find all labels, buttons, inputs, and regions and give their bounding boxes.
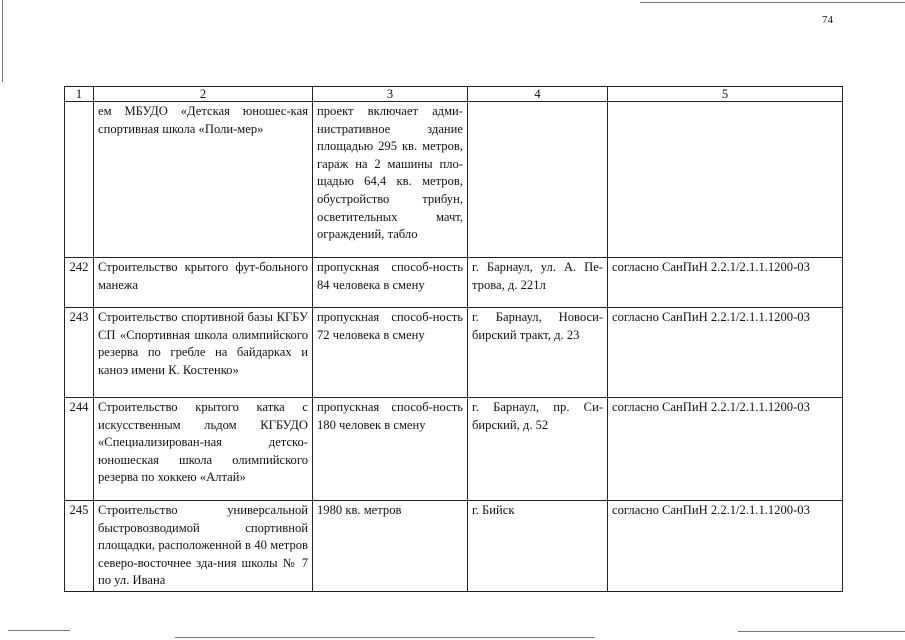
address: г. Бийск [468, 501, 608, 592]
row-number: 243 [65, 308, 94, 398]
requirements: согласно СанПиН 2.2.1/2.1.1.1200-03 [608, 501, 843, 592]
capacity: проект включает адми-нистративное здание площадью 295 кв. метров, гараж на 2 машины пло-щадью 64,4 кв. метров, обустройство трибун, осветительных мачт, ограждений, табло [313, 102, 468, 258]
scan-edge-line-top [640, 2, 905, 3]
page-number: 74 [822, 14, 833, 26]
scan-edge-line-left [2, 0, 3, 82]
row-number: 242 [65, 258, 94, 308]
requirements: согласно СанПиН 2.2.1/2.1.1.1200-03 [608, 398, 843, 501]
capacity: пропускная способ-ность 84 человека в смену [313, 258, 468, 308]
scan-edge-line-bottom-left [8, 630, 70, 631]
requirements: согласно СанПиН 2.2.1/2.1.1.1200-03 [608, 258, 843, 308]
scan-edge-line-bottom-right [738, 631, 905, 632]
header-row [65, 87, 843, 102]
object-name: ем МБУДО «Детская юношес-кая спортивная школа «Поли-мер» [94, 102, 313, 258]
row-number: 245 [65, 501, 94, 592]
column-header: 1 [65, 87, 94, 102]
capacity: пропускная способ-ность 72 человека в смену [313, 308, 468, 398]
column-header: 2 [94, 87, 313, 102]
capacity: 1980 кв. метров [313, 501, 468, 592]
requirements [608, 102, 843, 258]
address [468, 102, 608, 258]
address: г. Барнаул, Новоси-бирский тракт, д. 23 [468, 308, 608, 398]
table-row [65, 308, 843, 398]
capacity: пропускная способ-ность 180 человек в смену [313, 398, 468, 501]
requirements: согласно СанПиН 2.2.1/2.1.1.1200-03 [608, 308, 843, 398]
row-number: 244 [65, 398, 94, 501]
object-name: Строительство универсальной быстровозводимой спортивной площадки, расположенной в 40 метров северо-восточнее зда-ния школы № 7 по ул. Ивана [94, 501, 313, 592]
row-number [65, 102, 94, 258]
object-name: Строительство крытого катка с искусственным льдом КГБУДО «Специализирован-ная детско-юношеская школа олимпийского резерва по хоккею «Алтай» [94, 398, 313, 501]
address: г. Барнаул, пр. Си-бирский, д. 52 [468, 398, 608, 501]
column-header: 4 [468, 87, 608, 102]
table-row [65, 102, 843, 258]
table-row [65, 258, 843, 308]
objects-table [64, 86, 843, 592]
scan-edge-line-bottom [175, 637, 595, 638]
object-name: Строительство спортивной базы КГБУ СП «Спортивная школа олимпийского резерва по гребле на байдарках и каноэ имени К. Костенко» [94, 308, 313, 398]
column-header: 5 [608, 87, 843, 102]
address: г. Барнаул, ул. А. Пе-трова, д. 221л [468, 258, 608, 308]
table-row [65, 398, 843, 501]
table-row [65, 501, 843, 592]
object-name: Строительство крытого фут-больного манежа [94, 258, 313, 308]
column-header: 3 [313, 87, 468, 102]
